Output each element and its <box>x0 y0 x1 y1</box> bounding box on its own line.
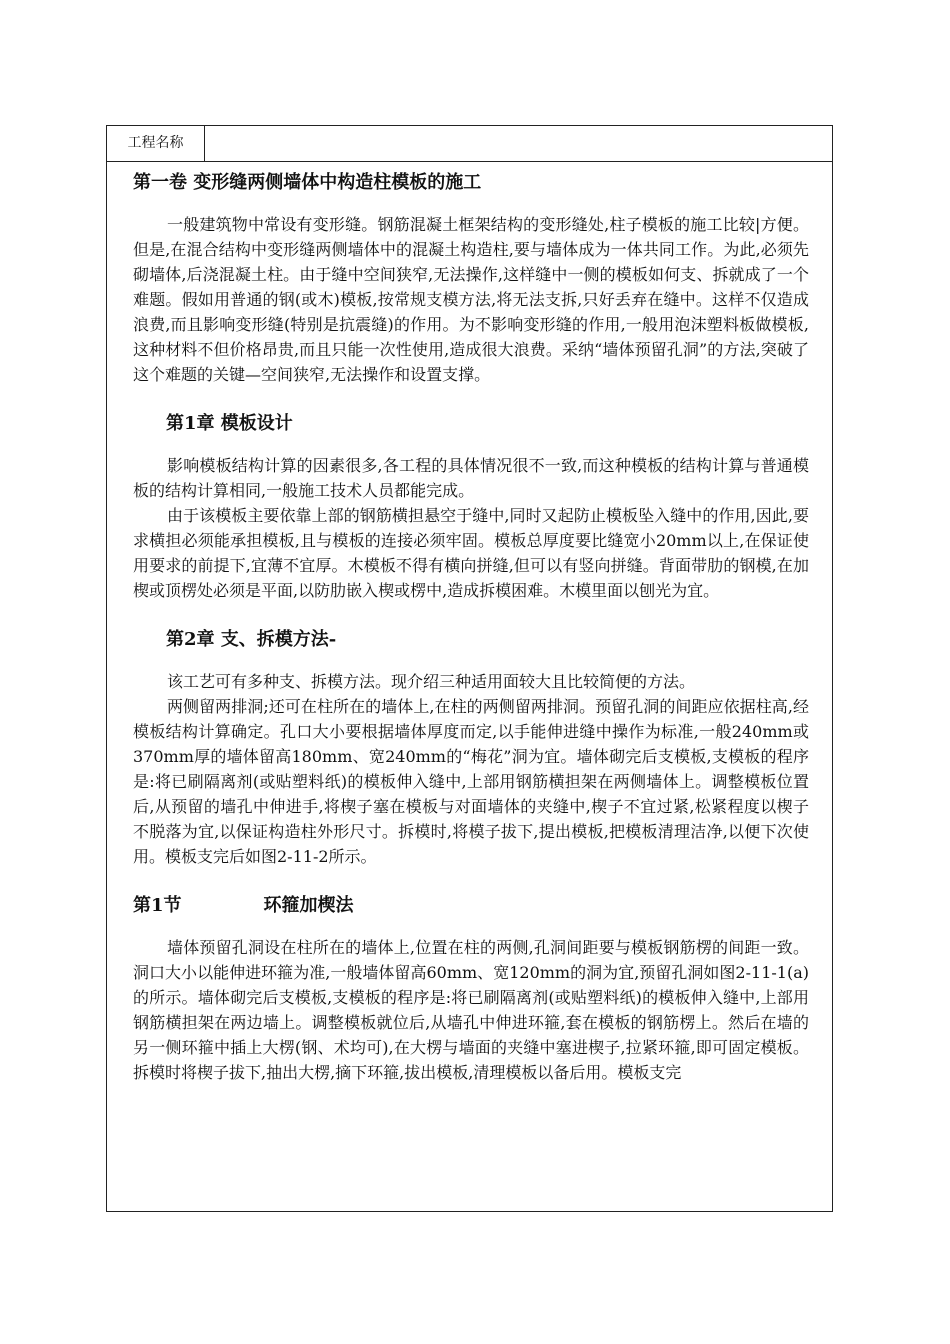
chapter2-title: 第2章 支、拆模方法- <box>166 629 337 650</box>
document-body <box>133 162 809 1085</box>
intro-paragraph: 一般建筑物中常设有变形缝。钢筋混凝土框架结构的变形缝处,柱子模板的施工比较|方便。但是,在混合结构中变形缝两侧墙体中的混凝土构造柱,要与墙体成为一体共同工作。为此,必须先砌墙体,后浇混凝土柱。由于缝中空间狭窄,无法操作,这样缝中一侧的模板如何支、拆就成了一个难题。假如用普通的钢(或木)模板,按常规支模方法,将无法支拆,只好丢弃在缝中。这样不仅造成浪费,而且影响变形缝(特别是抗震缝)的作用。为不影响变形缝的作用,一般用泡沫塑料板做模板,这种材料不但价格昂贵,而且只能一次性使用,造成很大浪费。采纳“墙体预留孔洞”的方法,突破了这个难题的关键—空间狭窄,无法操作和设置支撑。 <box>133 215 809 384</box>
volume-title: 第一卷 变形缝两侧墙体中构造柱模板的施工 <box>133 172 482 193</box>
header-row <box>107 126 832 162</box>
section1-number: 第1节 <box>133 895 182 916</box>
chapter1-title: 第1章 模板设计 <box>166 413 293 434</box>
section1-heading <box>133 891 809 921</box>
chapter1-paragraph-2: 由于该模板主要依靠上部的钢筋横担悬空于缝中,同时又起防止模板坠入缝中的作用,因此,要求横担必须能承担模板,且与模板的连接必须牢固。模板总厚度要比缝宽小20mm以上,在保证使用要求的前提下,宜薄不宜厚。木模板不得有横向拼缝,但可以有竖向拼缝。背面带肋的钢模,在加楔或顶楞处必须是平面,以防肋嵌入楔或楞中,造成拆模困难。木模里面以刨光为宜。 <box>133 506 809 600</box>
chapter1-paragraph-1: 影响模板结构计算的因素很多,各工程的具体情况很不一致,而这种模板的结构计算与普通模板的结构计算相同,一般施工技术人员都能完成。 <box>133 456 809 500</box>
section1-paragraph-1: 墙体预留孔洞设在柱所在的墙体上,位置在柱的两侧,孔洞间距要与模板钢筋楞的间距一致。洞口大小以能伸进环箍为准,一般墙体留高60mm、宽120mm的洞为宜,预留孔洞如图2-11-1(a)的所示。墙体砌完后支模板,支模板的程序是:将已刷隔离剂(或贴塑料纸)的模板伸入缝中,上部用钢筋横担架在两边墙上。调整模板就位后,从墙孔中伸进环箍,套在模板的钢筋楞上。然后在墙的另一侧环箍中插上大楞(钢、术均可),在大楞与墙面的夹缝中塞进楔子,拉紧环箍,即可固定模板。拆模时将楔子拔下,抽出大楞,摘下环箍,拔出模板,清理模板以备后用。模板支完 <box>133 938 809 1082</box>
document-frame <box>106 125 833 1212</box>
section1-title: 环箍加楔法 <box>263 895 354 916</box>
project-name-label: 工程名称 <box>107 126 205 161</box>
chapter2-paragraph-2: 两侧留两排洞;还可在柱所在的墙体上,在柱的两侧留两排洞。预留孔洞的间距应依据柱高,经模板结构计算确定。孔口大小要根据墙体厚度而定,以手能伸进缝中操作为标准,一般240mm或370mm厚的墙体留高180mm、宽240mm的“梅花”洞为宜。墙体砌完后支模板,支模板的程序是:将已刷隔离剂(或贴塑料纸)的模板伸入缝中,上部用钢筋横担架在两侧墙体上。调整模板位置后,从预留的墙孔中伸进手,将楔子塞在模板与对面墙体的夹缝中,楔子不宜过紧,松紧程度以楔子不脱落为宜,以保证构造柱外形尺寸。拆模时,将模子拔下,提出模板,把模板清理洁净,以便下次使用。模板支完后如图2-11-2所示。 <box>133 697 809 866</box>
chapter2-paragraph-1: 该工艺可有多种支、拆模方法。现介绍三种适用面较大且比较简便的方法。 <box>167 672 696 691</box>
